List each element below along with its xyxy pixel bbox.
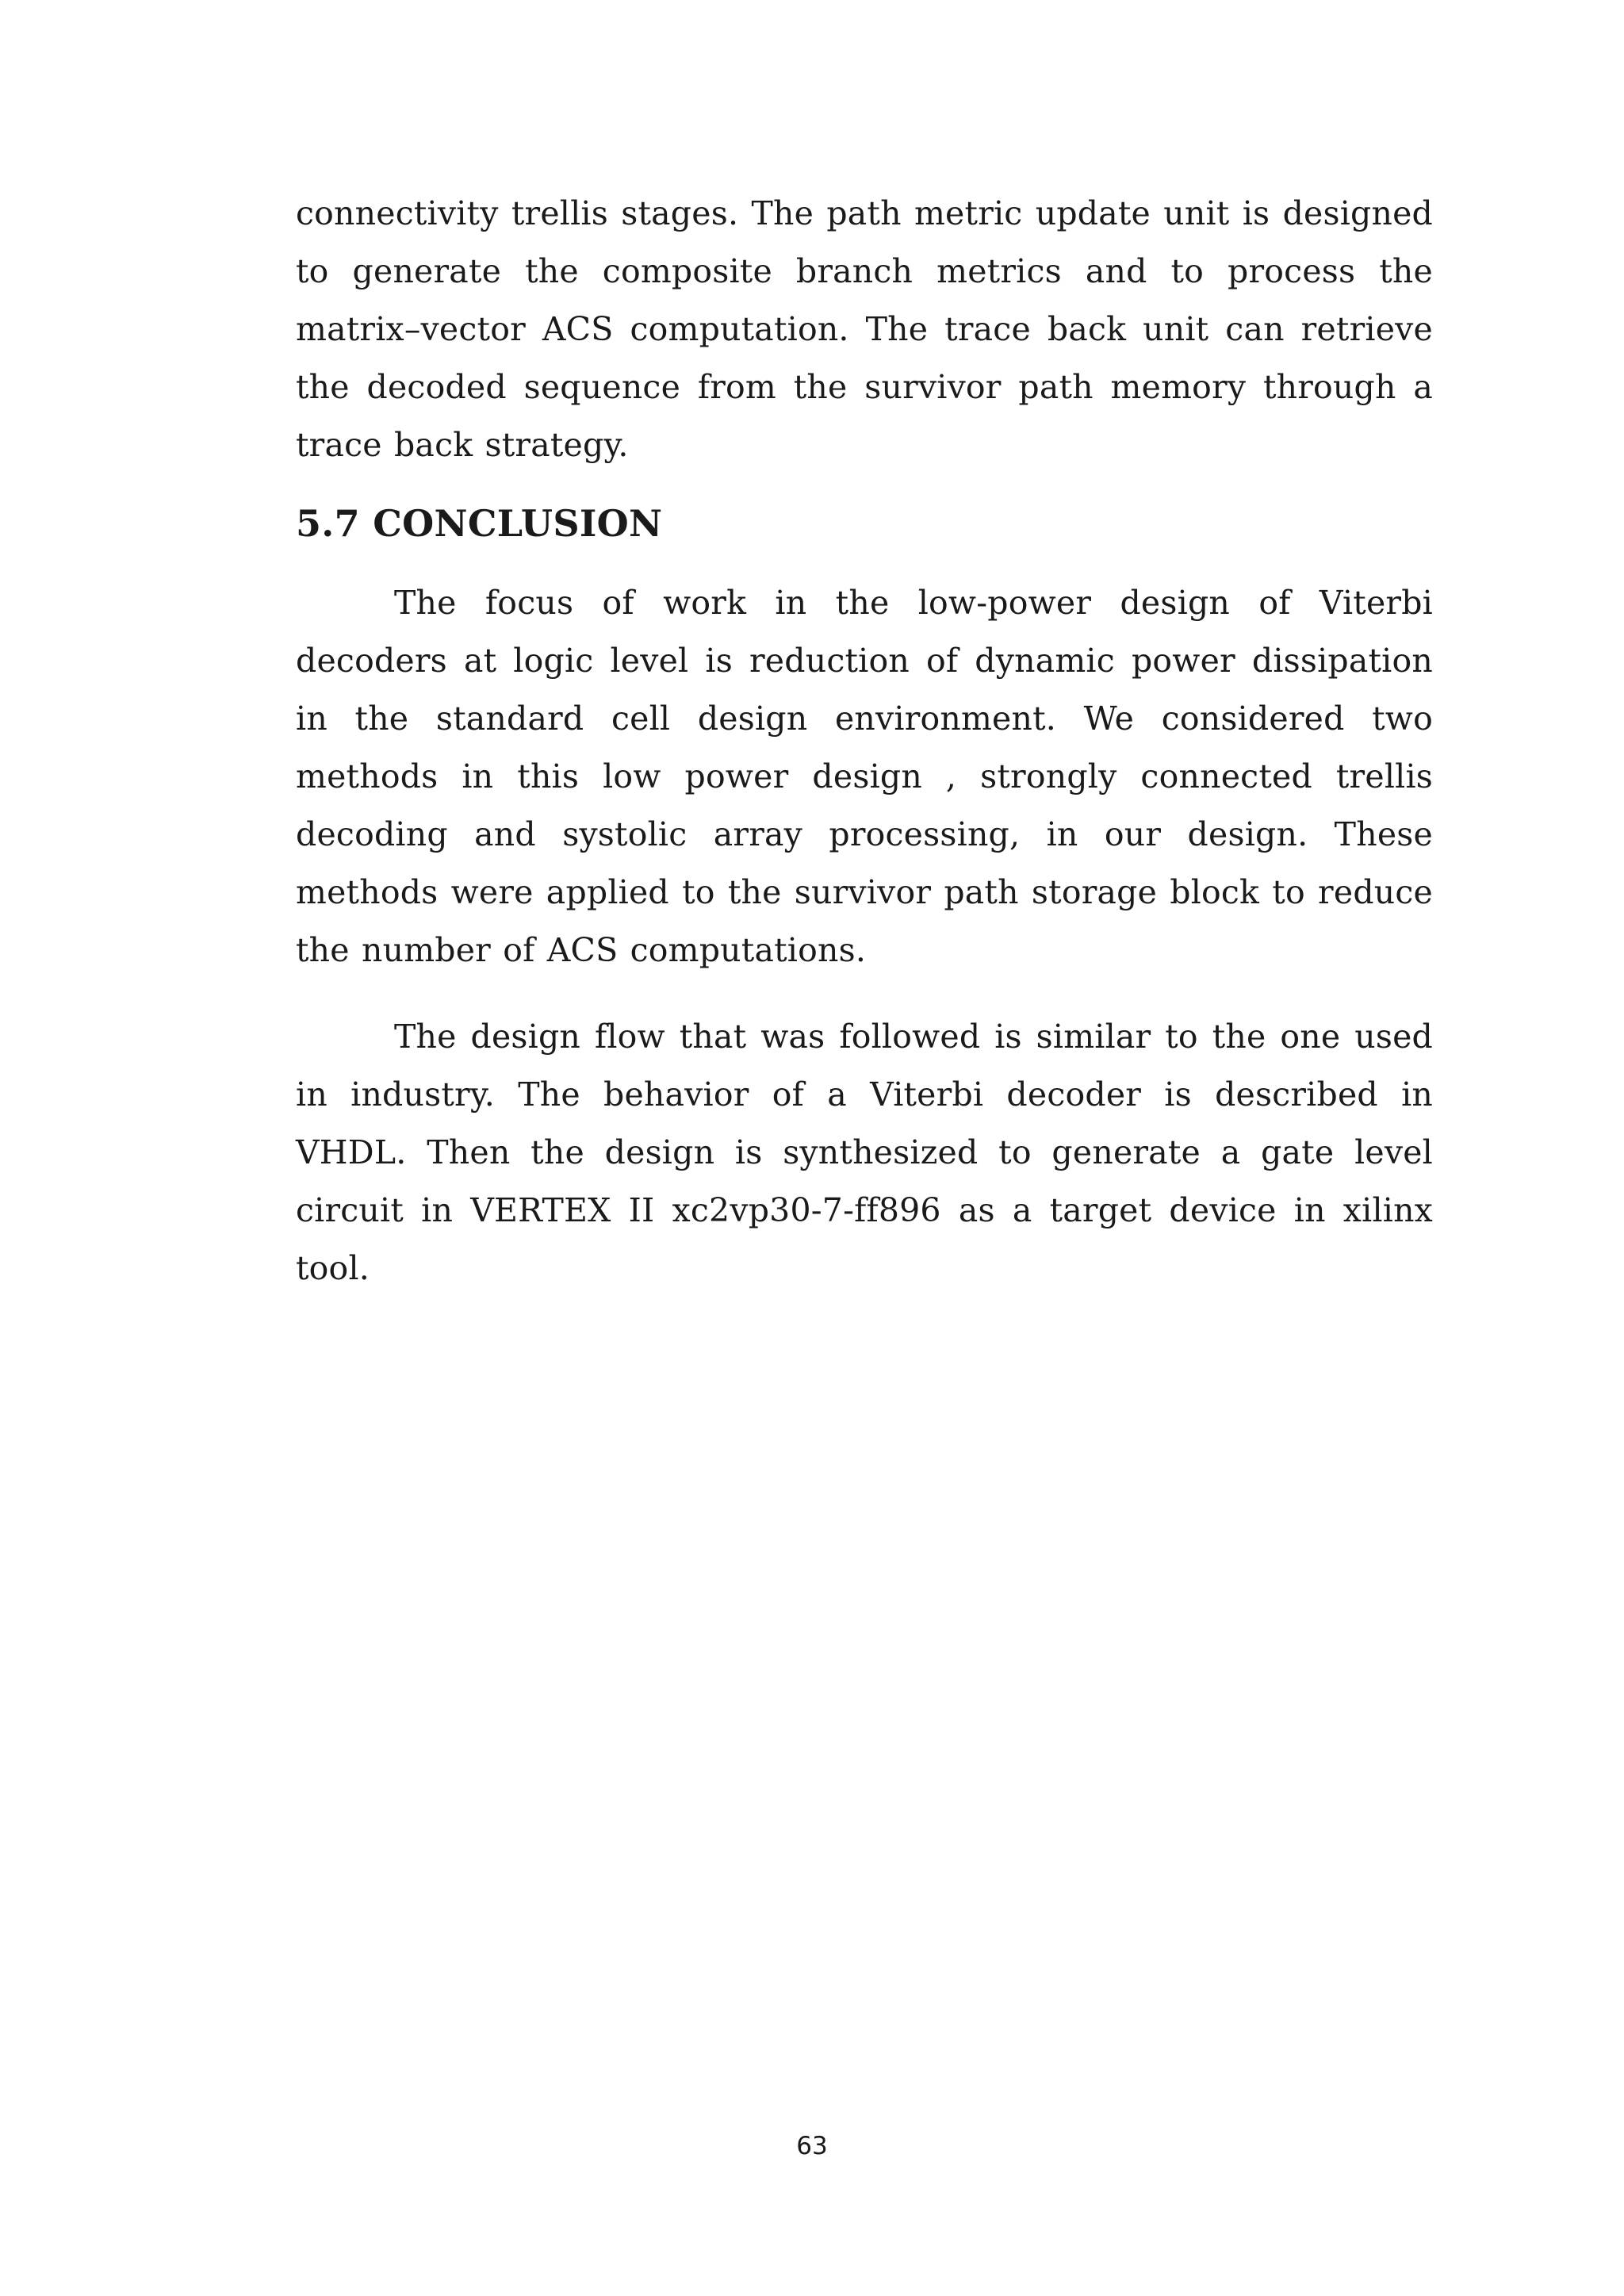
conclusion-paragraph-1: The focus of work in the low-power design of Viterbi decoders at logic level is reduction of dynamic power dissipation in the standard cell design environment. We considered two methods in this low power design , strongly connected trellis decoding and systolic array processing, in our design. These methods were applied to the survivor path storage block to reduce the number of ACS computations. xyxy=(296,584,1433,969)
spacer xyxy=(296,979,1433,1008)
spacer xyxy=(296,474,1433,500)
continuation-paragraph: connectivity trellis stages. The path metric update unit is designed to generate the composite branch metrics and to process the matrix–vector ACS computation. The trace back unit can retrieve the decoded sequence from the survivor path memory through a trace back strategy. xyxy=(296,194,1433,464)
section-heading: 5.7 CONCLUSION xyxy=(296,502,663,545)
page-content xyxy=(296,185,1433,1297)
page-number: 63 xyxy=(796,2132,828,2160)
conclusion-paragraph-2: The design flow that was followed is similar to the one used in industry. The behavior of a Viterbi decoder is described in VHDL. Then the design is synthesized to generate a gate level circuit in VERTEX II xc2vp30-7-ff896 as a target device in xilinx tool. xyxy=(296,1018,1433,1287)
spacer xyxy=(296,547,1433,574)
